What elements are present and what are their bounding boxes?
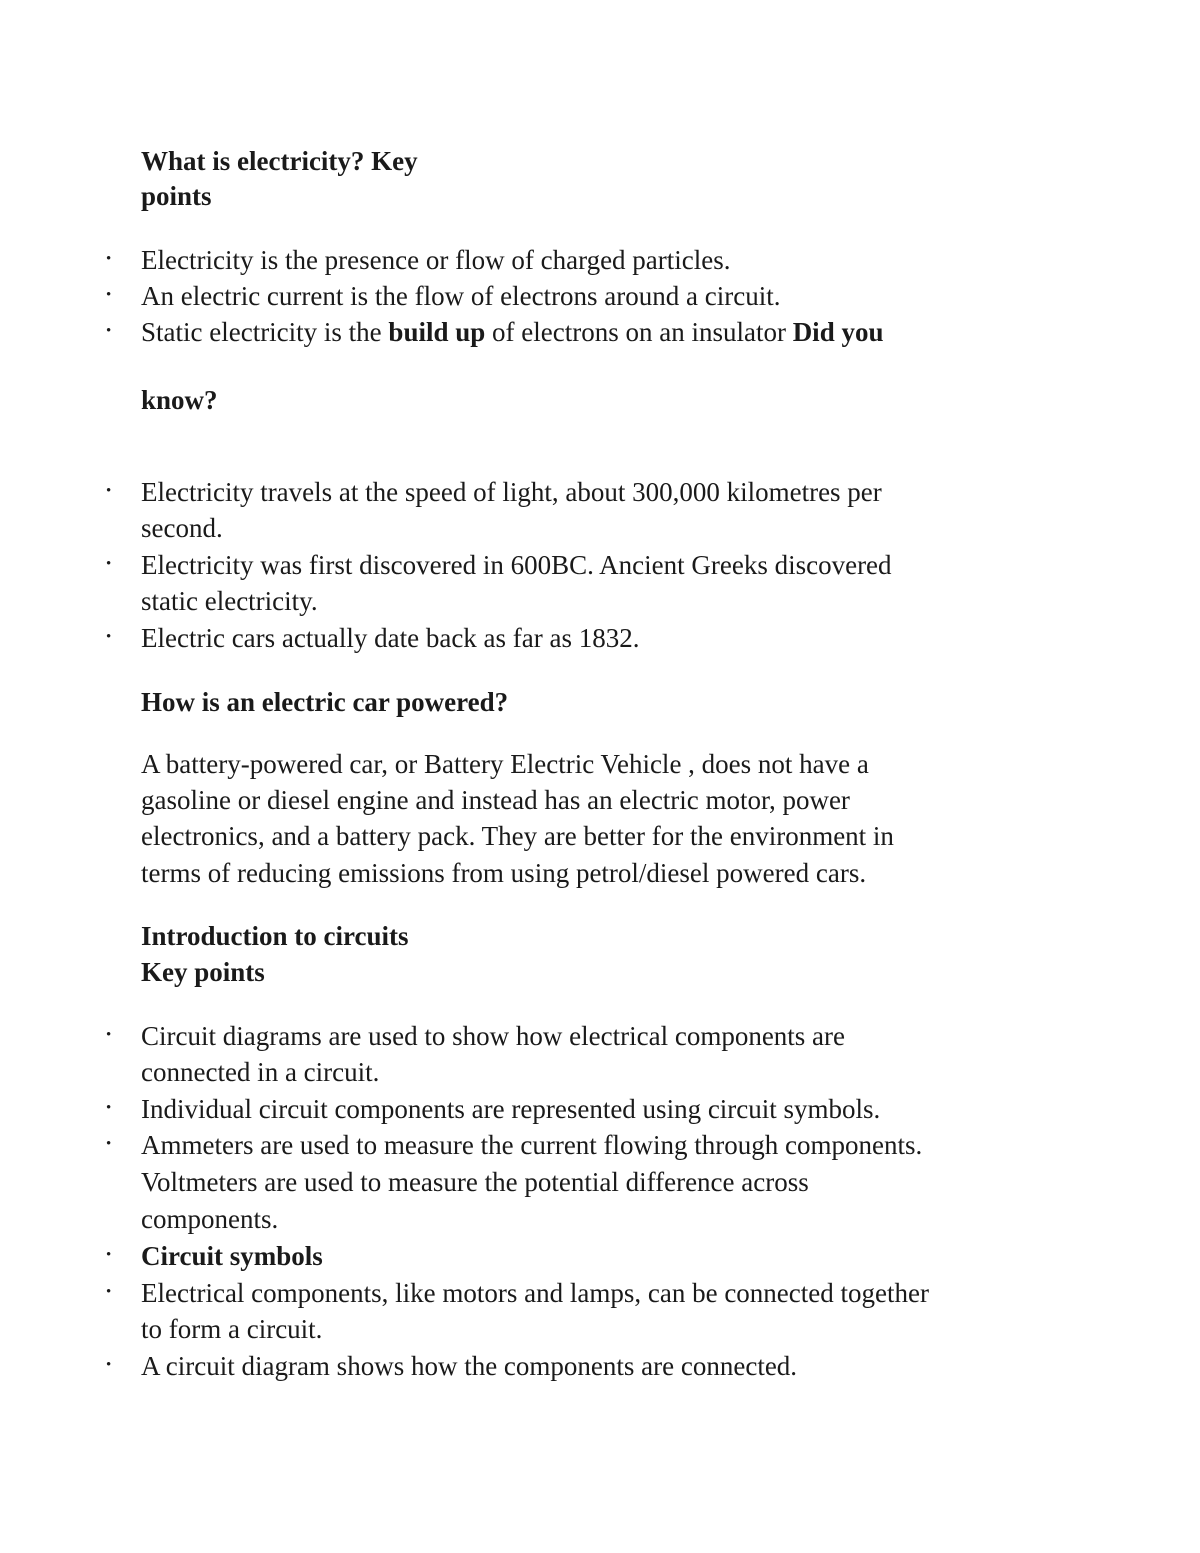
item-text: Static electricity is the <box>141 317 389 347</box>
paragraph-line: A battery-powered car, or Battery Electric Vehicle , does not have a <box>141 749 869 779</box>
section-heading-electricity-line1: What is electricity? Key <box>141 146 418 176</box>
bullet-marker: • <box>106 1100 112 1116</box>
list-item: Electricity travels at the speed of light, about 300,000 kilometres per <box>141 477 882 507</box>
section-heading-electric-car: How is an electric car powered? <box>141 687 509 717</box>
list-item: Electricity is the presence or flow of charged particles. <box>141 245 731 275</box>
bullet-marker: • <box>106 629 112 645</box>
section-heading-circuits-line2: Key points <box>141 957 265 987</box>
list-item-continuation: static electricity. <box>141 586 318 616</box>
list-item-circuit-symbols: Circuit symbols <box>141 1241 323 1271</box>
bullet-marker: • <box>106 1357 112 1373</box>
paragraph-line: terms of reducing emissions from using petrol/diesel powered cars. <box>141 858 867 888</box>
list-item: An electric current is the flow of electrons around a circuit. <box>141 281 781 311</box>
paragraph-line: electronics, and a battery pack. They are better for the environment in <box>141 821 894 851</box>
bullet-marker: • <box>106 1284 112 1300</box>
bullet-marker: • <box>106 287 112 303</box>
bold-text-build-up: build up <box>388 317 486 347</box>
list-item: Circuit diagrams are used to show how electrical components are <box>141 1021 846 1051</box>
bullet-marker: • <box>106 556 112 572</box>
section-heading-electricity-line2: points <box>141 181 212 211</box>
bullet-marker: • <box>106 1136 112 1152</box>
list-item-continuation: components. <box>141 1204 279 1234</box>
list-item-continuation: connected in a circuit. <box>141 1057 380 1087</box>
list-item-continuation: to form a circuit. <box>141 1314 323 1344</box>
list-item: Electrical components, like motors and lamps, can be connected together <box>141 1278 929 1308</box>
section-heading-did-you-know-part2: know? <box>141 385 218 415</box>
bullet-marker: • <box>106 323 112 339</box>
section-heading-circuits-line1: Introduction to circuits <box>141 921 409 951</box>
bullet-marker: • <box>106 483 112 499</box>
list-item <box>141 314 883 350</box>
bullet-marker: • <box>106 1027 112 1043</box>
list-item-continuation: second. <box>141 513 223 543</box>
bullet-marker: • <box>106 251 112 267</box>
item-text: of electrons on an insulator <box>485 317 793 347</box>
section-heading-did-you-know-part1: Did you <box>792 317 884 347</box>
list-item: A circuit diagram shows how the components are connected. <box>141 1351 798 1381</box>
list-item-continuation: Voltmeters are used to measure the potential difference across <box>141 1167 809 1197</box>
list-item: Individual circuit components are represented using circuit symbols. <box>141 1094 881 1124</box>
list-item: Electric cars actually date back as far as 1832. <box>141 623 640 653</box>
bullet-marker: • <box>106 1247 112 1263</box>
paragraph-line: gasoline or diesel engine and instead has an electric motor, power <box>141 785 850 815</box>
list-item: Electricity was first discovered in 600BC. Ancient Greeks discovered <box>141 550 892 580</box>
list-item: Ammeters are used to measure the current flowing through components. <box>141 1130 923 1160</box>
